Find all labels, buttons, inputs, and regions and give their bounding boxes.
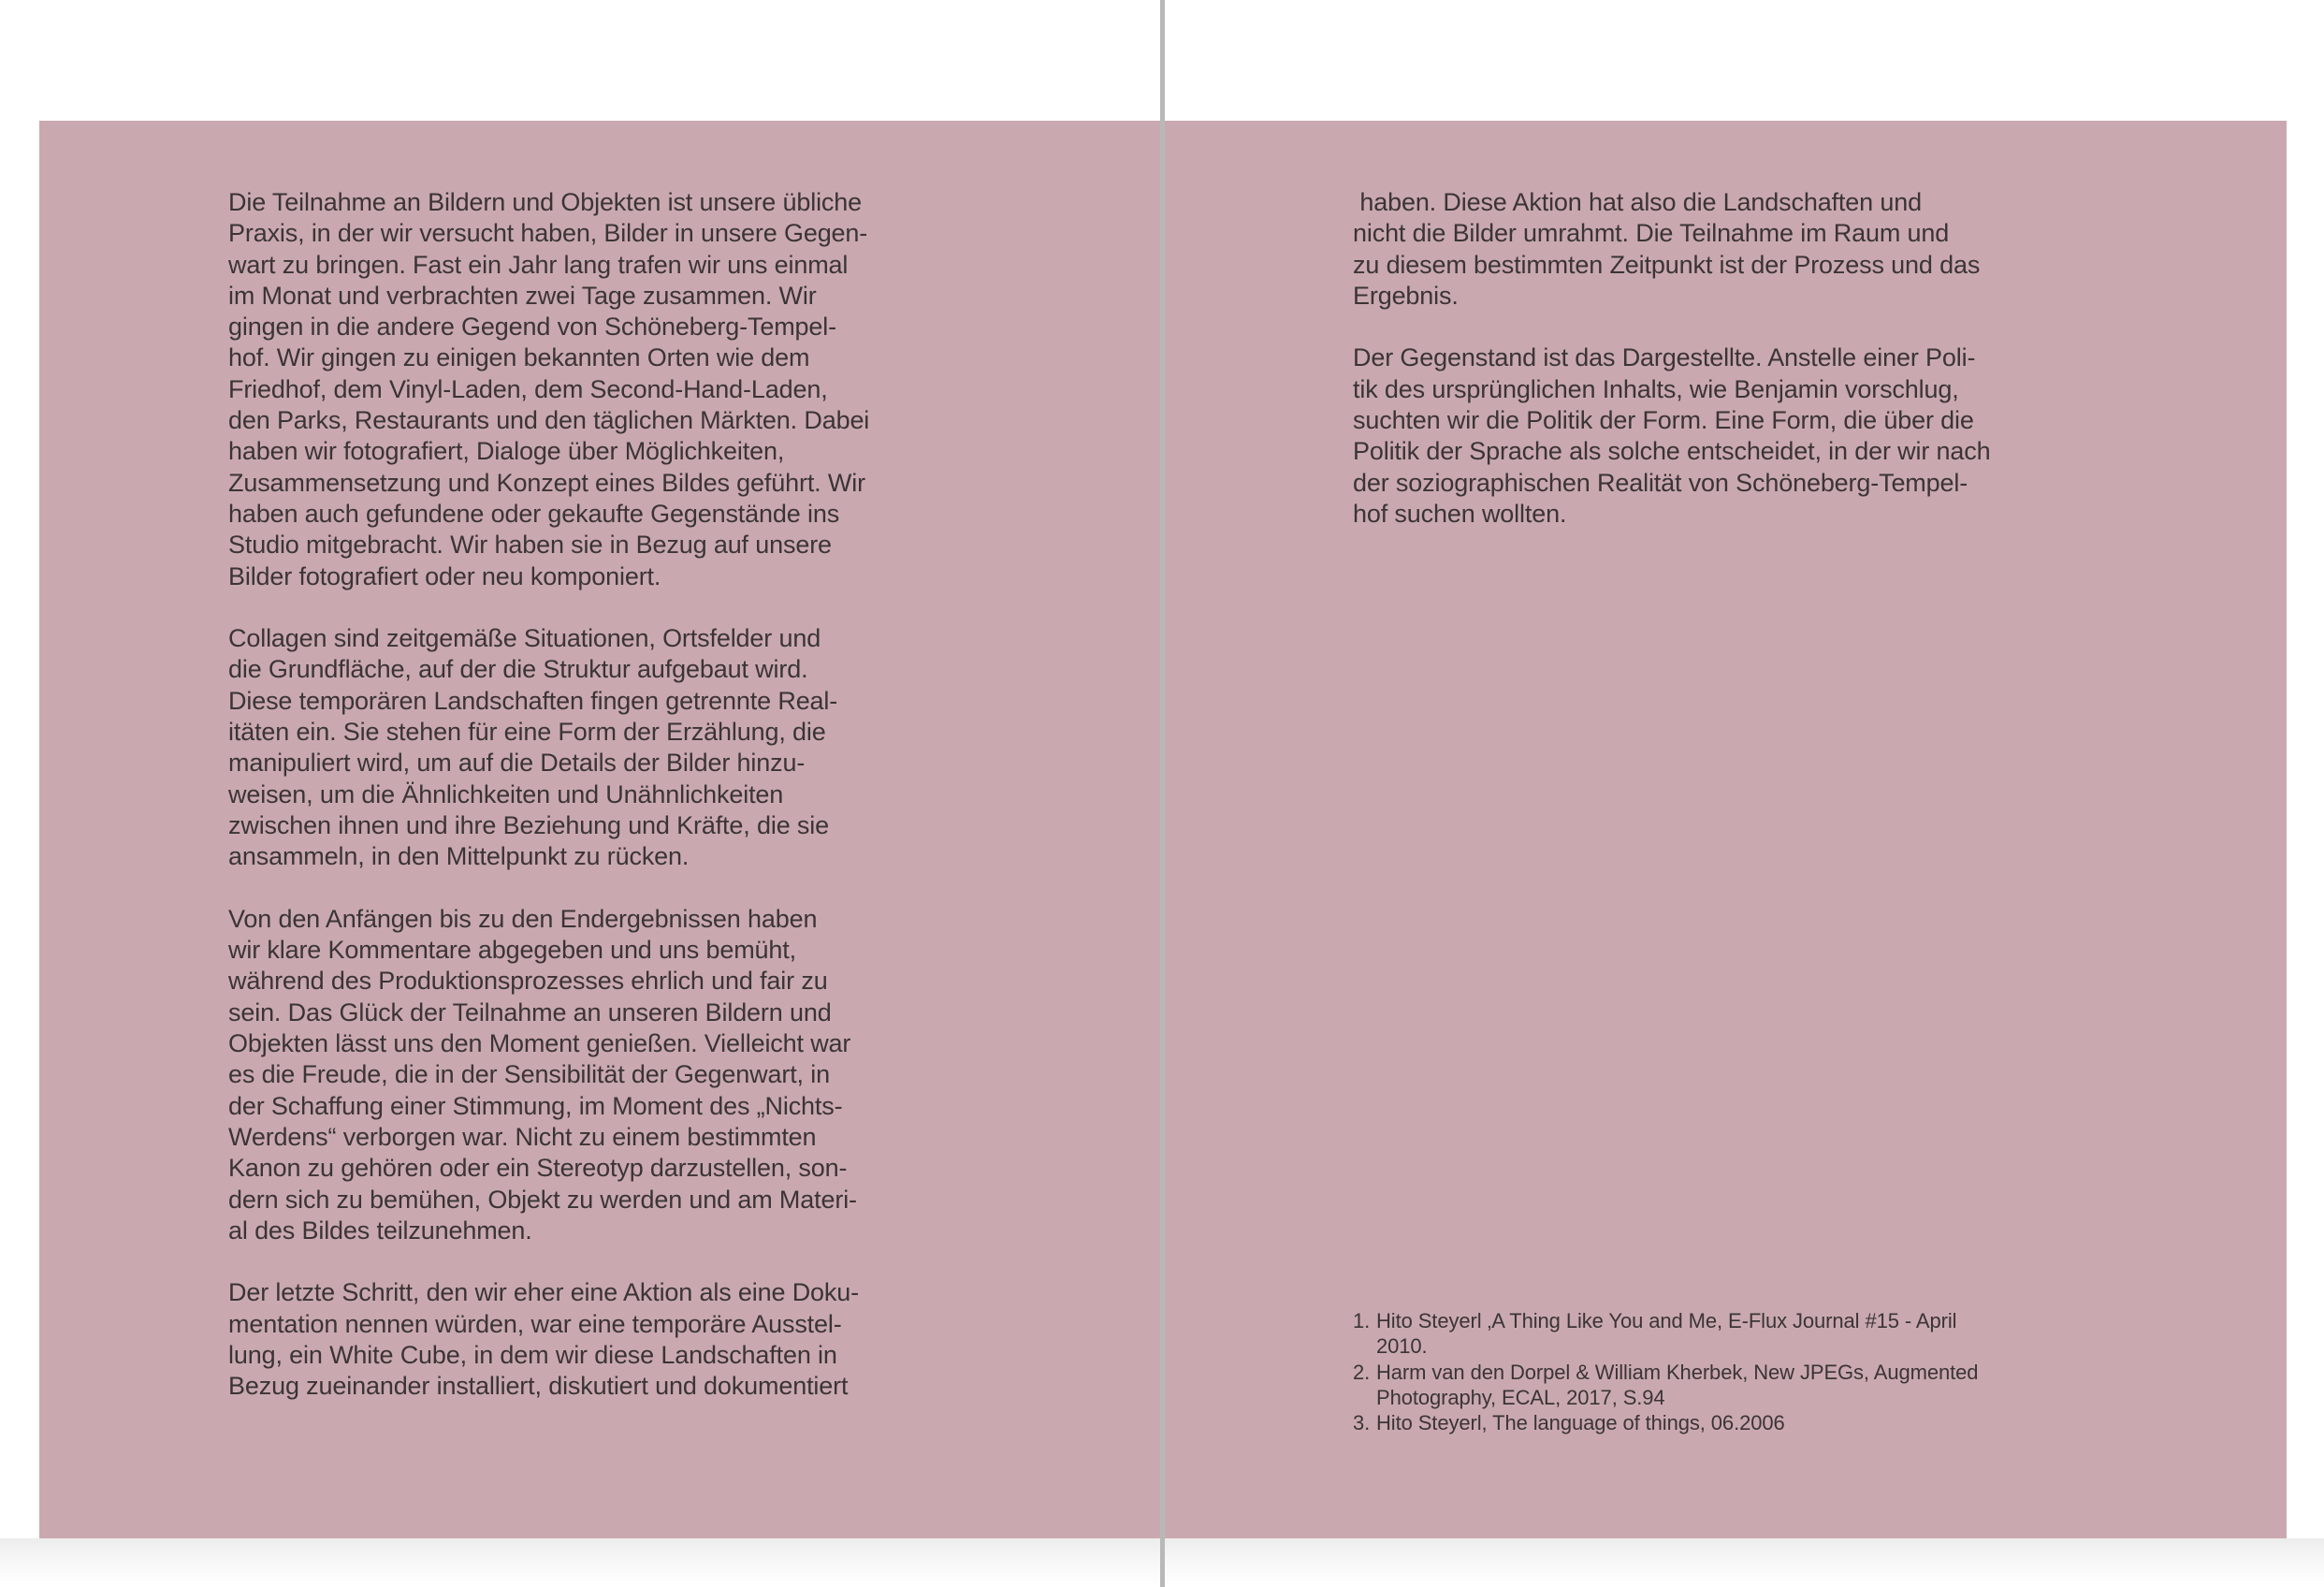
text-line: Ergebnis. bbox=[1353, 281, 1459, 310]
text-line: Zusammensetzung und Konzept eines Bildes geführt. Wir bbox=[228, 468, 865, 497]
text-line: lung, ein White Cube, in dem wir diese Landschaften in bbox=[228, 1340, 837, 1369]
text-line: weisen, um die Ähnlichkeiten und Unähnlichkeiten bbox=[228, 779, 784, 808]
page-gutter bbox=[1160, 0, 1165, 1587]
text-line: Friedhof, dem Vinyl-Laden, dem Second-Hand-Laden, bbox=[228, 374, 828, 403]
footnotes bbox=[1353, 1308, 2045, 1435]
text-line: Bezug zueinander installiert, diskutiert und dokumentiert bbox=[228, 1372, 849, 1401]
left-paragraph-1 bbox=[228, 187, 921, 592]
text-line: haben. Diese Aktion hat also die Landschaften und bbox=[1353, 188, 1922, 216]
footnote-line: Hito Steyerl, The language of things, 06.2006 bbox=[1376, 1411, 1785, 1435]
text-line: den Parks, Restaurants und den täglichen Märkten. Dabei bbox=[228, 406, 870, 435]
text-line: al des Bildes teilzunehmen. bbox=[228, 1216, 532, 1245]
footnote-line: 2010. bbox=[1376, 1334, 1428, 1359]
text-line: wart zu bringen. Fast ein Jahr lang trafen wir uns einmal bbox=[228, 250, 849, 279]
text-line: Die Teilnahme an Bildern und Objekten ist unsere übliche bbox=[228, 188, 863, 216]
text-line: dern sich zu bemühen, Objekt zu werden und am Materi- bbox=[228, 1185, 857, 1214]
text-line: die Grundfläche, auf der die Struktur aufgebaut wird. bbox=[228, 655, 808, 684]
right-paragraph-1 bbox=[1353, 187, 2045, 312]
text-line: Von den Anfängen bis zu den Endergebnissen haben bbox=[228, 904, 818, 933]
text-line: ansammeln, in den Mittelpunkt zu rücken. bbox=[228, 842, 690, 871]
text-line: sein. Das Glück der Teilnahme an unseren Bildern und bbox=[228, 997, 832, 1026]
text-line: haben wir fotografiert, Dialoge über Möglichkeiten, bbox=[228, 437, 785, 466]
text-line: Politik der Sprache als solche entscheidet, in der wir nach bbox=[1353, 437, 1991, 466]
text-line: hof. Wir gingen zu einigen bekannten Orten wie dem bbox=[228, 343, 810, 372]
left-paragraph-2 bbox=[228, 623, 921, 872]
right-page-text bbox=[1353, 187, 2045, 561]
footnote-line: Harm van den Dorpel & William Kherbek, New JPEGs, Augmented bbox=[1376, 1360, 1979, 1384]
text-line: im Monat und verbrachten zwei Tage zusammen. Wir bbox=[228, 281, 817, 310]
text-line: itäten ein. Sie stehen für eine Form der Erzählung, die bbox=[228, 718, 826, 747]
text-line: Der letzte Schritt, den wir eher eine Aktion als eine Doku- bbox=[228, 1278, 859, 1307]
text-line: der soziographischen Realität von Schöneberg-Tempel- bbox=[1353, 468, 1968, 497]
text-line: der Schaffung einer Stimmung, im Moment des „Nichts- bbox=[228, 1091, 843, 1120]
footnote-number: 2. bbox=[1353, 1360, 1371, 1384]
footnote-line: Photography, ECAL, 2017, S.94 bbox=[1376, 1385, 1665, 1409]
text-line: es die Freude, die in der Sensibilität der Gegenwart, in bbox=[228, 1060, 830, 1089]
text-line: manipuliert wird, um auf die Details der Bilder hinzu- bbox=[228, 749, 806, 778]
footnote-number: 3. bbox=[1353, 1411, 1371, 1435]
text-line: zu diesem bestimmten Zeitpunkt ist der Prozess und das bbox=[1353, 250, 1981, 279]
left-paragraph-3 bbox=[228, 904, 921, 1246]
footnote bbox=[1353, 1308, 2045, 1360]
text-line: während des Produktionsprozesses ehrlich und fair zu bbox=[228, 967, 828, 996]
text-line: Objekten lässt uns den Moment genießen. Vielleicht war bbox=[228, 1029, 851, 1058]
left-paragraph-4 bbox=[228, 1277, 921, 1402]
text-line: nicht die Bilder umrahmt. Die Teilnahme im Raum und bbox=[1353, 219, 1950, 248]
footnote-number: 1. bbox=[1353, 1309, 1371, 1332]
right-paragraph-2 bbox=[1353, 342, 2045, 530]
text-line: hof suchen wollten. bbox=[1353, 499, 1567, 528]
text-line: mentation nennen würden, war eine temporäre Ausstel- bbox=[228, 1309, 842, 1338]
text-line: Praxis, in der wir versucht haben, Bilder in unsere Gegen- bbox=[228, 219, 868, 248]
footnote bbox=[1353, 1410, 2045, 1435]
text-line: Der Gegenstand ist das Dargestellte. Anstelle einer Poli- bbox=[1353, 343, 1976, 372]
text-line: Kanon zu gehören oder ein Stereotyp darzustellen, son- bbox=[228, 1154, 848, 1183]
footnote-line: Hito Steyerl ‚A Thing Like You and Me, E-Flux Journal #15 - April bbox=[1376, 1309, 1957, 1332]
left-page-text bbox=[228, 187, 921, 1434]
text-line: Bilder fotografiert oder neu komponiert. bbox=[228, 561, 661, 590]
footnote bbox=[1353, 1360, 2045, 1411]
text-line: tik des ursprünglichen Inhalts, wie Benjamin vorschlug, bbox=[1353, 374, 1959, 403]
text-line: Collagen sind zeitgemäße Situationen, Ortsfelder und bbox=[228, 624, 821, 653]
text-line: Studio mitgebracht. Wir haben sie in Bezug auf unsere bbox=[228, 531, 832, 560]
text-line: gingen in die andere Gegend von Schöneberg-Tempel- bbox=[228, 313, 836, 342]
text-line: Werdens“ verborgen war. Nicht zu einem bestimmten bbox=[228, 1122, 817, 1151]
text-line: zwischen ihnen und ihre Beziehung und Kräfte, die sie bbox=[228, 810, 829, 839]
text-line: Diese temporären Landschaften fingen getrennte Real- bbox=[228, 686, 838, 715]
text-line: suchten wir die Politik der Form. Eine Form, die über die bbox=[1353, 406, 1974, 435]
text-line: haben auch gefundene oder gekaufte Gegenstände ins bbox=[228, 499, 840, 528]
text-line: wir klare Kommentare abgegeben und uns bemüht, bbox=[228, 936, 796, 965]
